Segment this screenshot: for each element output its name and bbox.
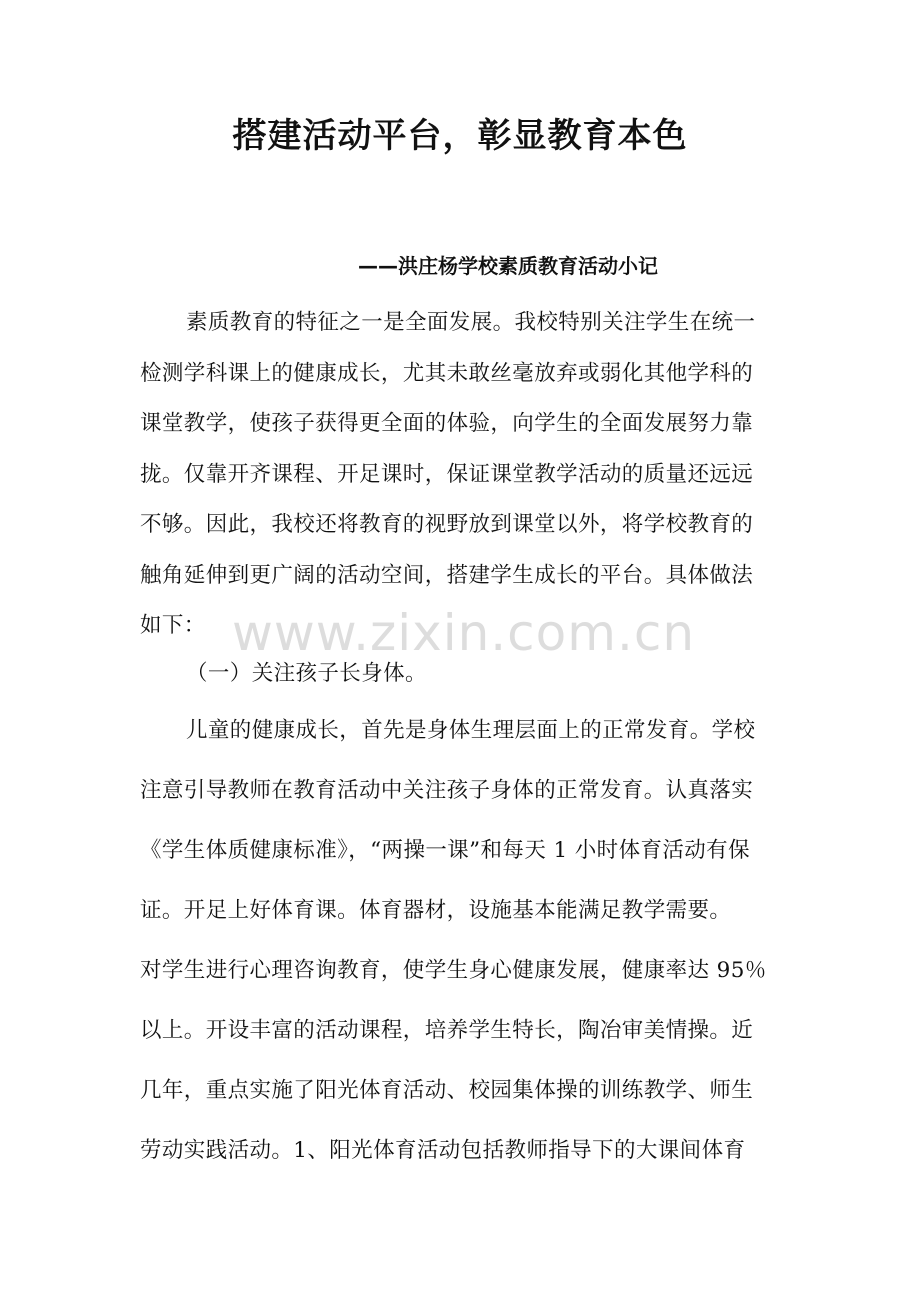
paragraph-line: 《学生体质健康标准》，“两操一课”和每天 1 小时体育活动有保 — [140, 838, 750, 863]
paragraph-line: 证。开足上好体育课。体育器材，设施基本能满足教学需要。 — [140, 898, 732, 923]
paragraph-line: 几年，重点实施了阳光体育活动、校园集体操的训练教学、师生 — [140, 1078, 754, 1103]
paragraph-intro — [140, 304, 788, 658]
paragraph-line: 不够。因此，我校还将教育的视野放到课堂以外，将学校教育的 — [140, 512, 754, 537]
paragraph-line: 劳动实践活动。1、阳光体育活动包括教师指导下的大课间体育 — [140, 1138, 746, 1163]
paragraph-line: 触角延伸到更广阔的活动空间，搭建学生成长的平台。具体做法 — [140, 562, 754, 588]
section-heading-text: （一）关注孩子长身体。 — [186, 661, 427, 686]
paragraph-line: 注意引导教师在教育活动中关注孩子身体的正常发育。认真落实 — [140, 778, 754, 803]
paragraph-line: 如下： — [140, 613, 206, 638]
watermark: www.zixin.com.cn — [232, 604, 696, 662]
document-title: 搭建活动平台，彰显教育本色 — [232, 116, 688, 156]
paragraph-line: 拢。仅靠开齐课程、开足课时，保证课堂教学活动的质量还远远 — [140, 461, 754, 487]
section-heading — [140, 655, 788, 693]
document-subtitle: ——洪庄杨学校素质教育活动小记 — [358, 254, 658, 278]
paragraph-line: 以上。开设丰富的活动课程，培养学生特长，陶冶审美情操。近 — [140, 1018, 754, 1043]
paragraph-line: 对学生进行心理咨询教育，使学生身心健康发展，健康率达 95％ — [140, 958, 767, 983]
paragraph-line: 课堂教学，使孩子获得更全面的体验，向学生的全面发展努力靠 — [140, 411, 754, 436]
paragraph-line: 检测学科课上的健康成长，尤其未敢丝毫放弃或弱化其他学科的 — [140, 360, 754, 386]
paragraph-line: 素质教育的特征之一是全面发展。我校特别关注学生在统一 — [186, 310, 756, 335]
paragraph-health — [140, 712, 788, 1192]
paragraph-line: 儿童的健康成长，首先是身体生理层面上的正常发育。学校 — [186, 718, 756, 743]
